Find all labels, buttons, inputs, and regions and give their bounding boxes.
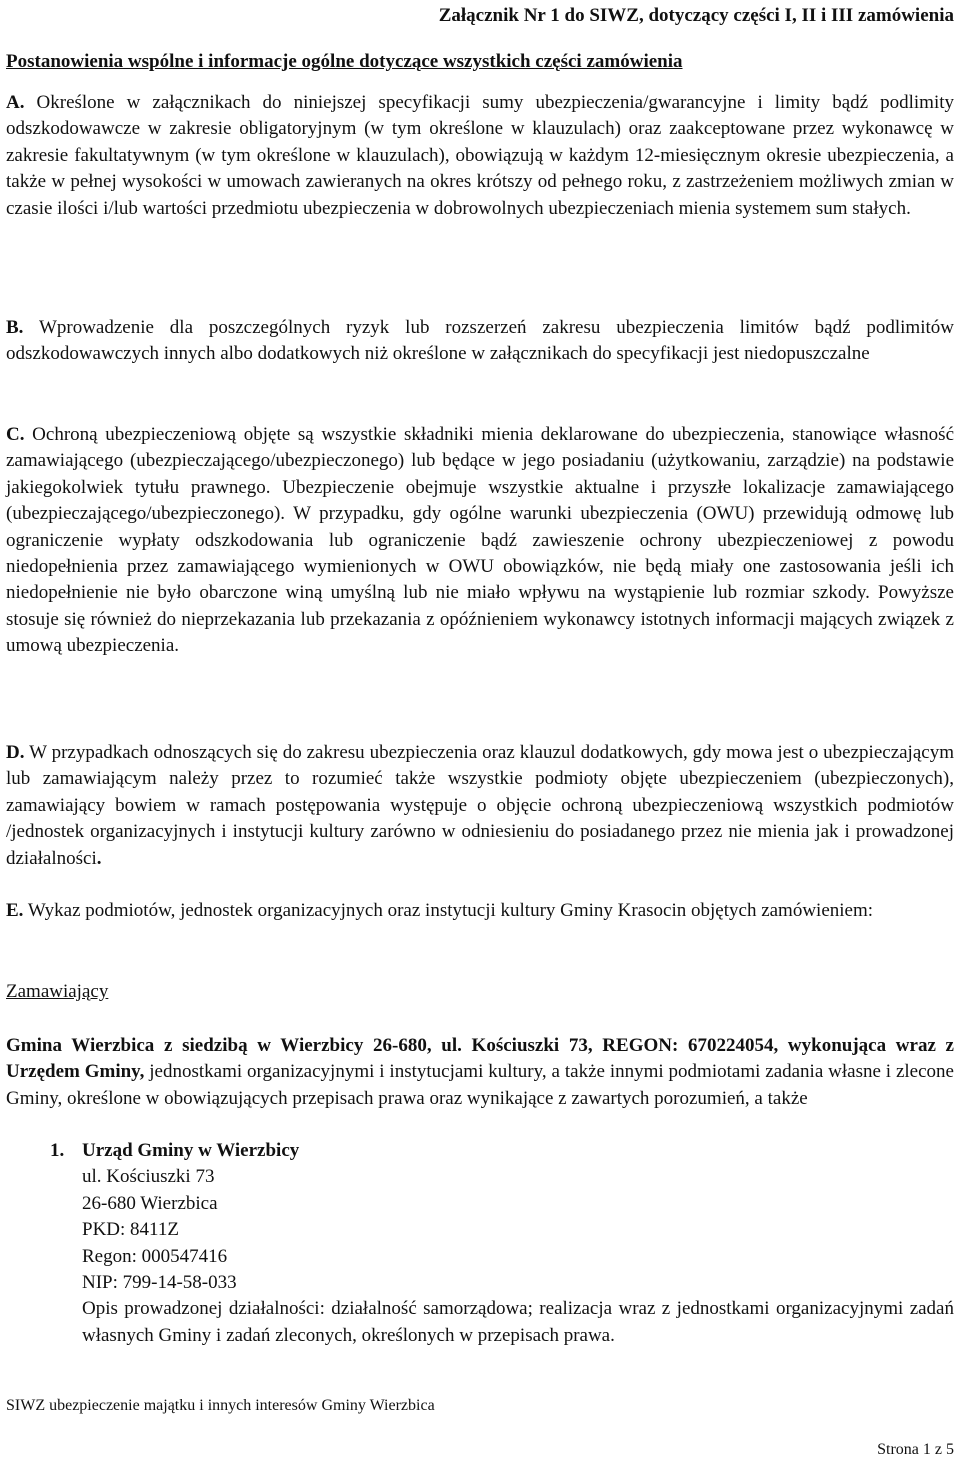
- paragraph-text: Ochroną ubezpieczeniową objęte są wszystkie składniki mienia deklarowane do ubezpieczenia, stanowiące własność zamawiającego (ubezpieczającego/ubezpieczonego) lub będące w jego posiadaniu (użytkowaniu, zarządzie) na podstawie jakiegokolwiek tytułu prawnego. Ubezpieczenie obejmuje wszystkie aktualne i przyszłe lokalizacje zamawiającego (ubezpieczającego/ubezpieczonego). W przypadku, gdy ogólne warunki ubezpieczenia (OWU) przewidują odmowę lub ograniczenie wypłaty odszkodowania lub ograniczenie bądź zawieszenie ochrony ubezpieczeniowej z powodu niedopełnienia przez zamawiającego wymienionych w OWU obowiązków, nie będą miały one zastosowania jeśli ich niedopełnienie nie było obarczone winą umyślną lub nie miało wpływu na wystąpienie lub rozmiar szkody. Powyższe stosuje się również do nieprzekazania lub przekazania z opóźnieniem wykonawcy istotnych informacji mających związek z umową ubezpieczenia.: [6, 424, 954, 657]
- page-number: Strona 1 z 5: [877, 1441, 954, 1458]
- paragraph-e: [6, 898, 954, 924]
- paragraph-c: [6, 422, 954, 660]
- paragraph-text: Wprowadzenie dla poszczególnych ryzyk lub rozszerzeń zakresu ubezpieczenia limitów bądź podlimitów odszkodowawczych innych albo dodatkowych niż określone w załącznikach do specyfikacji jest niedopuszczalne: [6, 317, 954, 365]
- paragraph-b: [6, 315, 954, 368]
- paragraph-a: [6, 90, 954, 222]
- ordering-party-text: jednostkami organizacyjnymi i instytucjami kultury, a także innymi podmiotami zadania własne i zlecone Gminy, określone w obowiązujących przepisach prawa oraz wynikające z zawartych porozumień, a także: [6, 1061, 954, 1109]
- entity-activity: Opis prowadzonej działalności: działalność samorządowa; realizacja wraz z jednostkami organizacyjnymi zadań własnych Gminy i zadań zleconych, określonych w przepisach prawa.: [82, 1298, 954, 1346]
- entity-pkd: PKD: 8411Z: [82, 1219, 179, 1241]
- paragraph-end: .: [96, 847, 102, 869]
- entity-name: [6, 1138, 954, 1164]
- paragraph-text: W przypadkach odnoszących się do zakresu ubezpieczenia oraz klauzul dodatkowych, gdy mowa jest o ubezpieczającym lub zamawiającym należy przez to rozumieć także wszystkie podmioty objęte ubezpieczeniem (ubezpieczonych), zamawiający bowiem w ramach postępowania występuje o objęcie ochroną ubezpieczeniową wszystkich podmiotów /jednostek organizacyjnych i instytucji kultury zarówno w odniesieniu do posiadanego przez nie mienia jak i prowadzonej działalności: [6, 742, 954, 869]
- annex-title: Załącznik Nr 1 do SIWZ, dotyczący części I, II i III zamówienia: [438, 5, 954, 26]
- document-page: [6, 0, 954, 1460]
- entity-list: [6, 1138, 954, 1349]
- footer-document-title: SIWZ ubezpieczenie majątku i innych interesów Gminy Wierzbica: [6, 1397, 435, 1414]
- paragraph-letter: A.: [6, 92, 25, 113]
- paragraph-letter: E.: [6, 900, 24, 921]
- ordering-party-description: [6, 1033, 954, 1112]
- paragraph-letter: C.: [6, 424, 25, 445]
- ordering-party-name: Gmina Wierzbica z siedzibą w Wierzbicy 26-680, ul. Kościuszki 73, REGON: 670224054, wykonująca wraz z Urzędem Gminy,: [6, 1035, 954, 1083]
- entity-regon: Regon: 000547416: [82, 1245, 228, 1267]
- entity-city: 26-680 Wierzbica: [82, 1192, 218, 1214]
- ordering-party-label: Zamawiający: [6, 981, 109, 1002]
- entity-title: Urząd Gminy w Wierzbicy: [82, 1140, 300, 1161]
- entity-number: 1.: [50, 1140, 65, 1161]
- paragraph-text: Określone w załącznikach do niniejszej specyfikacji sumy ubezpieczenia/gwarancyjne i limity bądź podlimity odszkodowawcze w zakresie obligatoryjnym (w tym określone w klauzulach) oraz zaakceptowane przez wykonawcę w zakresie fakultatywnym (w tym określone w klauzulach), obowiązują w każdym 12-miesięcznym okresie ubezpieczenia, a także w pełnej wysokości w umowach zawieranych na okres krótszy od pełnego roku, z zastrzeżeniem możliwych zmian w czasie ilości i/lub wartości przedmiotu ubezpieczenia w dobrowolnych ubezpieczeniach mienia systemem sum stałych.: [6, 92, 954, 219]
- entity-street: ul. Kościuszki 73: [82, 1166, 215, 1188]
- entity-nip: NIP: 799-14-58-033: [82, 1272, 237, 1294]
- paragraph-d: [6, 740, 954, 872]
- paragraph-text: Wykaz podmiotów, jednostek organizacyjnych oraz instytucji kultury Gminy Krasocin objętych zamówieniem:: [23, 900, 874, 921]
- paragraph-letter: B.: [6, 317, 24, 338]
- section-heading: Postanowienia wspólne i informacje ogólne dotyczące wszystkich części zamówienia: [6, 51, 683, 72]
- paragraph-letter: D.: [6, 742, 25, 763]
